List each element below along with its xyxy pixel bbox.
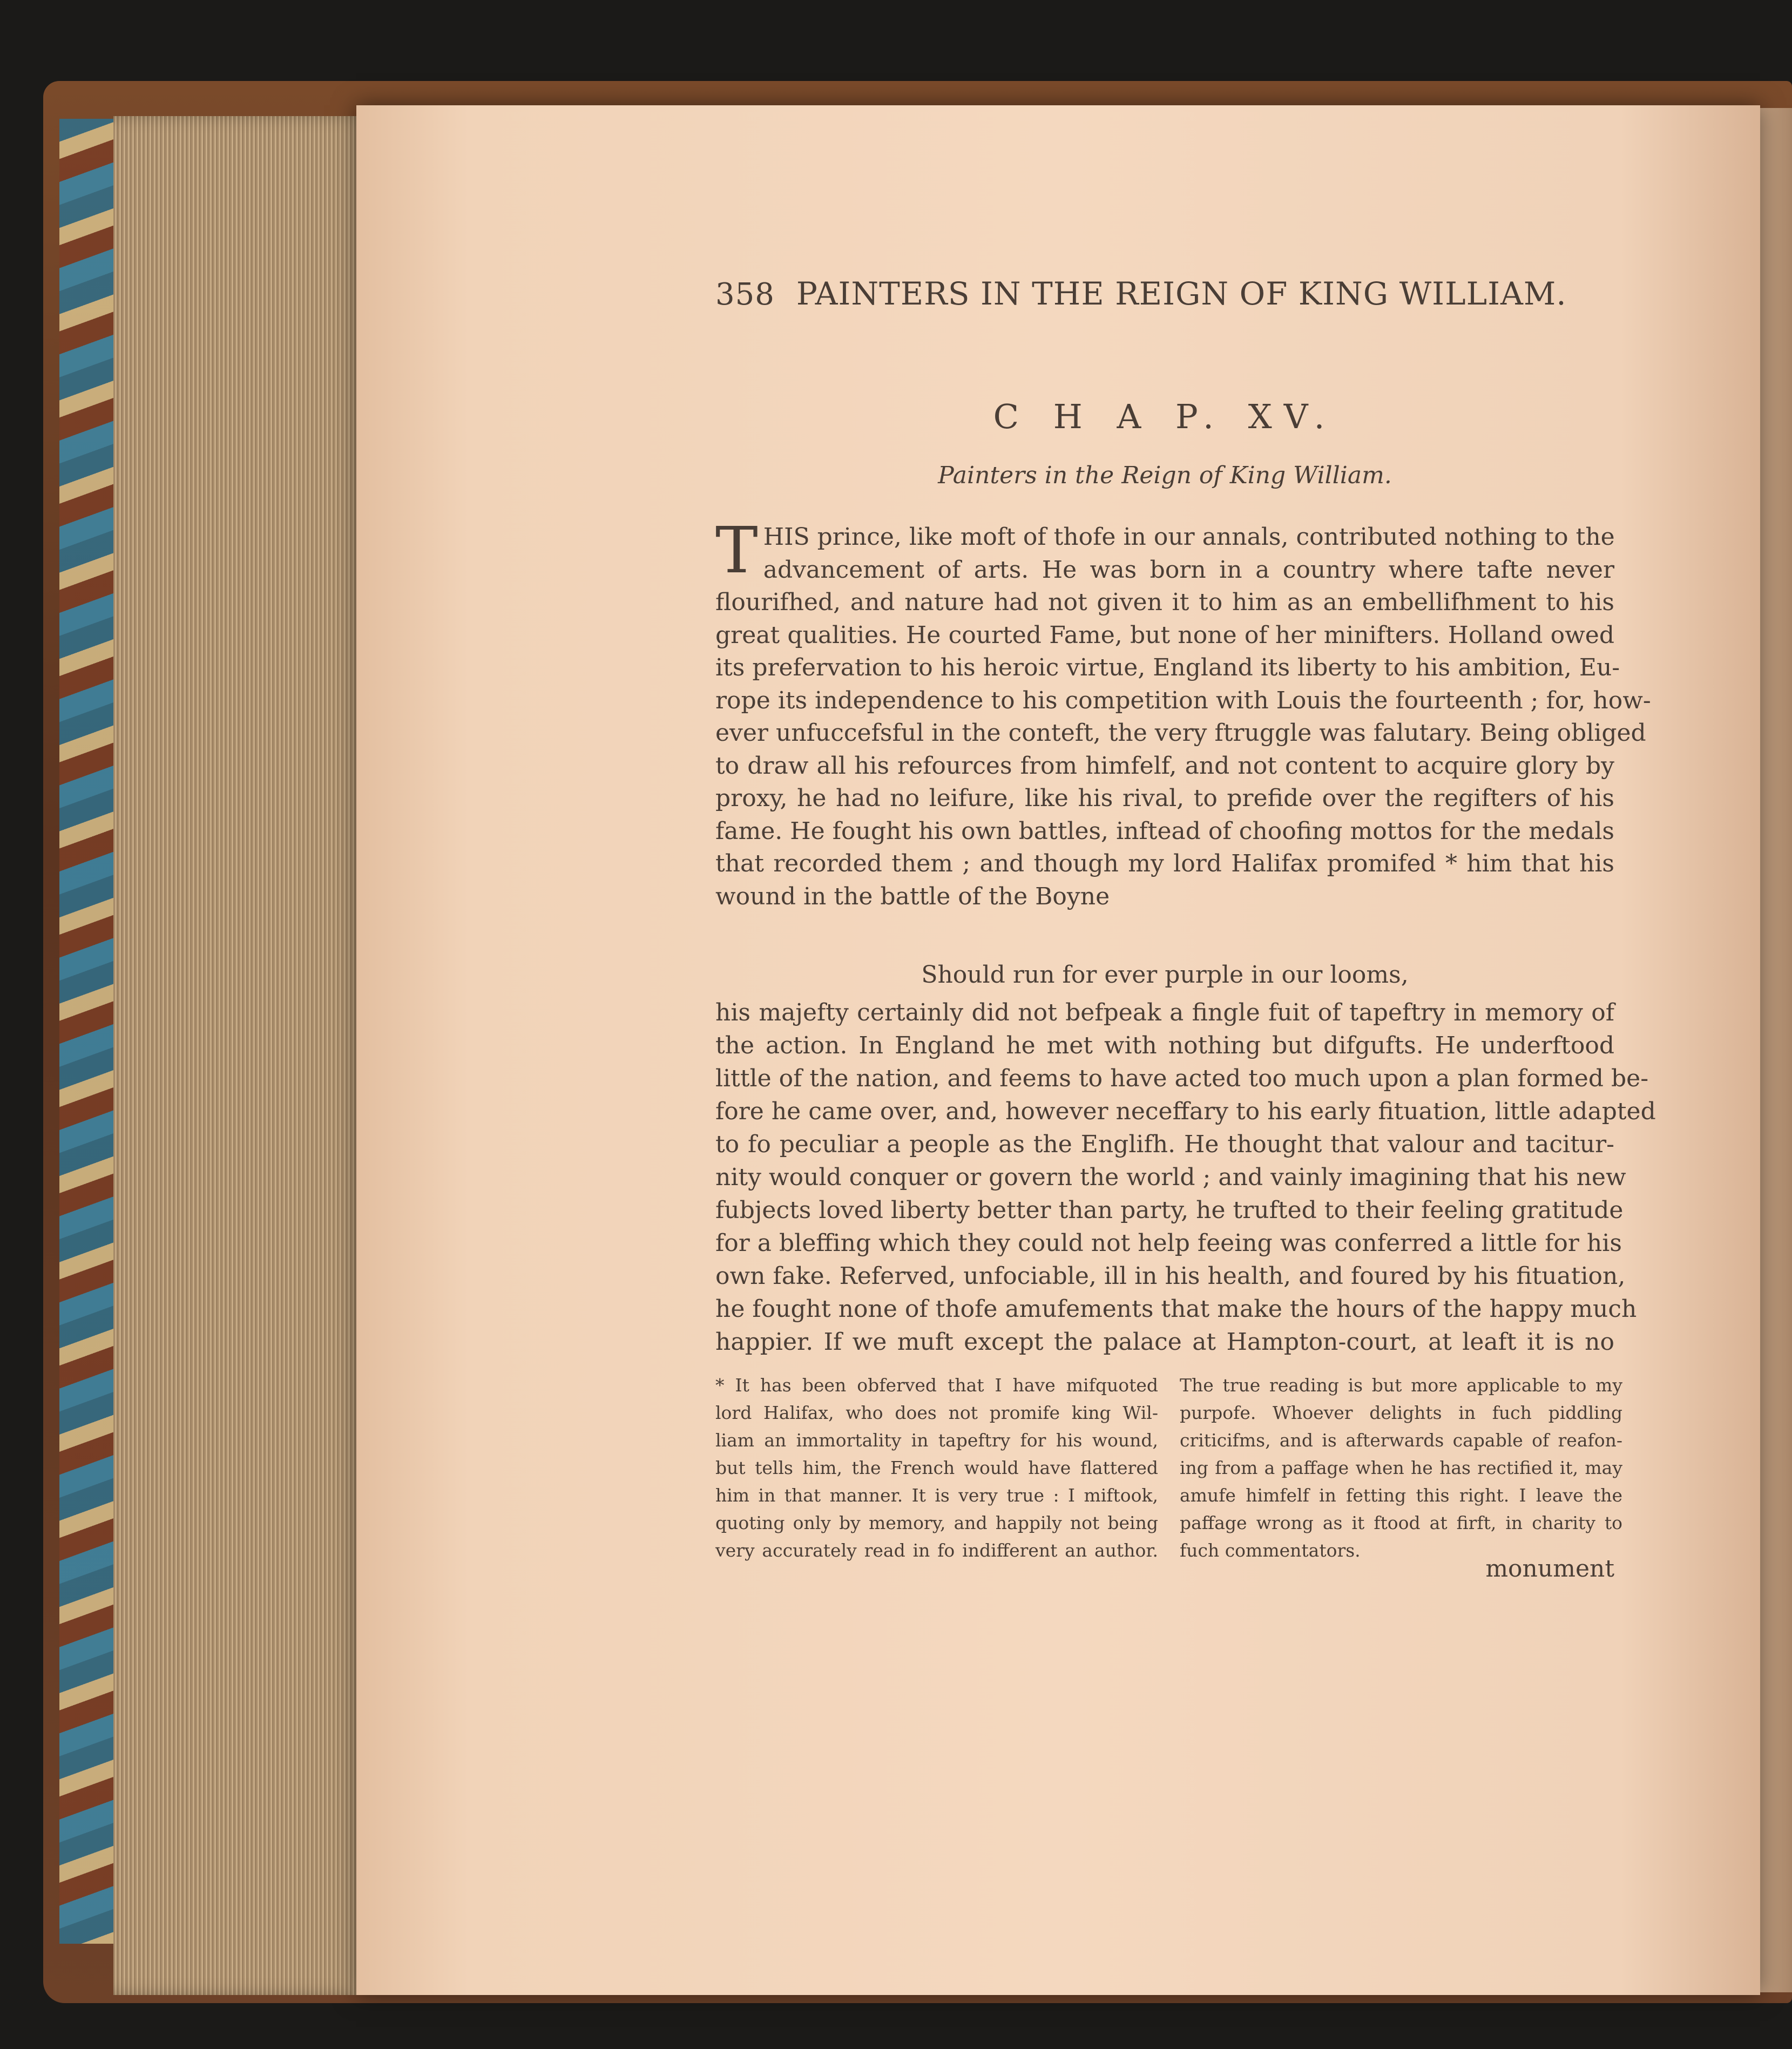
text-line: great qualities. He courted Fame, but none of her minifters. Holland owed [715,621,1614,649]
chapter-subtitle: Painters in the Reign of King William. [938,462,1392,489]
footnote-line: ing from a paffage when he has rectified it, may [1180,1457,1622,1478]
chapter-heading: C H A P. XV. [993,397,1337,436]
running-head-title: PAINTERS IN THE REIGN OF KING WILLIAM. [796,275,1567,312]
text-line: to fo peculiar a people as the Englifh. He thought that valour and tacitur- [715,1131,1614,1158]
catchword: monument [1485,1555,1614,1583]
footnote-line: lord Halifax, who does not promife king Wil- [715,1402,1158,1423]
paragraph-2 [715,996,1656,1358]
footnote-line: but tells him, the French would have flattered [715,1457,1158,1478]
paragraph-1 [715,513,1651,913]
footnote-line: criticifms, and is afterwards capable of reafon- [1180,1430,1622,1451]
footnote-line: liam an immortality in tapeftry for his wound, [715,1430,1158,1451]
text-line: wound in the battle of the Boyne [715,882,1110,910]
text-line: little of the nation, and feems to have acted too much upon a plan formed be- [715,1065,1649,1092]
text-line: advancement of arts. He was born in a country where tafte never [763,556,1614,584]
text-line: rope its independence to his competition with Louis the fourteenth ; for, how- [715,686,1651,714]
footnote-column-right [1180,1371,1622,1564]
footnote-column-left [715,1371,1158,1564]
footnote-line: amufe himfelf in fetting this right. I leave the [1180,1485,1622,1506]
text-line: fore he came over, and, however neceffary to his early fituation, little adapted [715,1098,1656,1125]
text-line: own fake. Referved, unfociable, ill in his health, and foured by his fituation, [715,1262,1626,1290]
footnote-line: very accurately read in fo indifferent an author. [715,1540,1158,1561]
text-line: ever unfuccefsful in the conteft, the very ftruggle was falutary. Being obliged [715,719,1646,747]
page-number: 358 [715,277,775,312]
text-line: fame. He fought his own battles, inftead of choofing mottos for the medals [715,817,1614,845]
footnote-line: The true reading is but more applicable to my [1180,1375,1622,1396]
text-line: he fought none of thofe amufements that make the hours of the happy much [715,1295,1637,1323]
text-line: that recorded them ; and though my lord Halifax promifed * him that his [715,850,1614,877]
text-line: proxy, he had no leifure, like his rival, to prefide over the regifters of his [715,785,1614,812]
footnote-line: * It has been obferved that I have mifquoted [715,1375,1158,1396]
footnote-line: him in that manner. It is very true : I miftook, [715,1485,1158,1506]
text-line: to draw all his refources from himfelf, and not content to acquire glory by [715,752,1614,780]
drop-cap: T [715,513,758,587]
text-line: nity would conquer or govern the world ; and vainly imagining that his new [715,1164,1626,1191]
footnote-line: fuch commentators. [1180,1540,1361,1561]
text-line: the action. In England he met with nothing but difgufts. He underftood [715,1032,1614,1059]
text-line: its prefervation to his heroic virtue, England its liberty to his ambition, Eu- [715,654,1620,681]
footnote-line: paffage wrong as it ftood at firft, in charity to [1180,1512,1622,1533]
text-line: for a bleffing which they could not help feeing was conferred a little for his [715,1229,1622,1257]
page-block-edge [113,116,378,1995]
text-line: flourifhed, and nature had not given it to him as an embellifhment to his [715,589,1614,616]
text-line: his majefty certainly did not befpeak a fingle fuit of tapeftry in memory of [715,999,1614,1026]
text-line: happier. If we muft except the palace at Hampton-court, at leaft it is no [715,1328,1614,1356]
running-head [715,275,1614,312]
facing-page-edge [1755,108,1792,1992]
marbled-endpaper [59,119,119,1944]
footnote-line: purpofe. Whoever delights in fuch piddling [1180,1402,1622,1423]
verse-quote: Should run for ever purple in our looms, [921,961,1409,989]
footnote-line: quoting only by memory, and happily not being [715,1512,1158,1533]
text-line: HIS prince, like moft of thofe in our annals, contributed nothing to the [763,523,1615,551]
text-line: fubjects loved liberty better than party, he trufted to their feeling gratitude [715,1196,1624,1224]
